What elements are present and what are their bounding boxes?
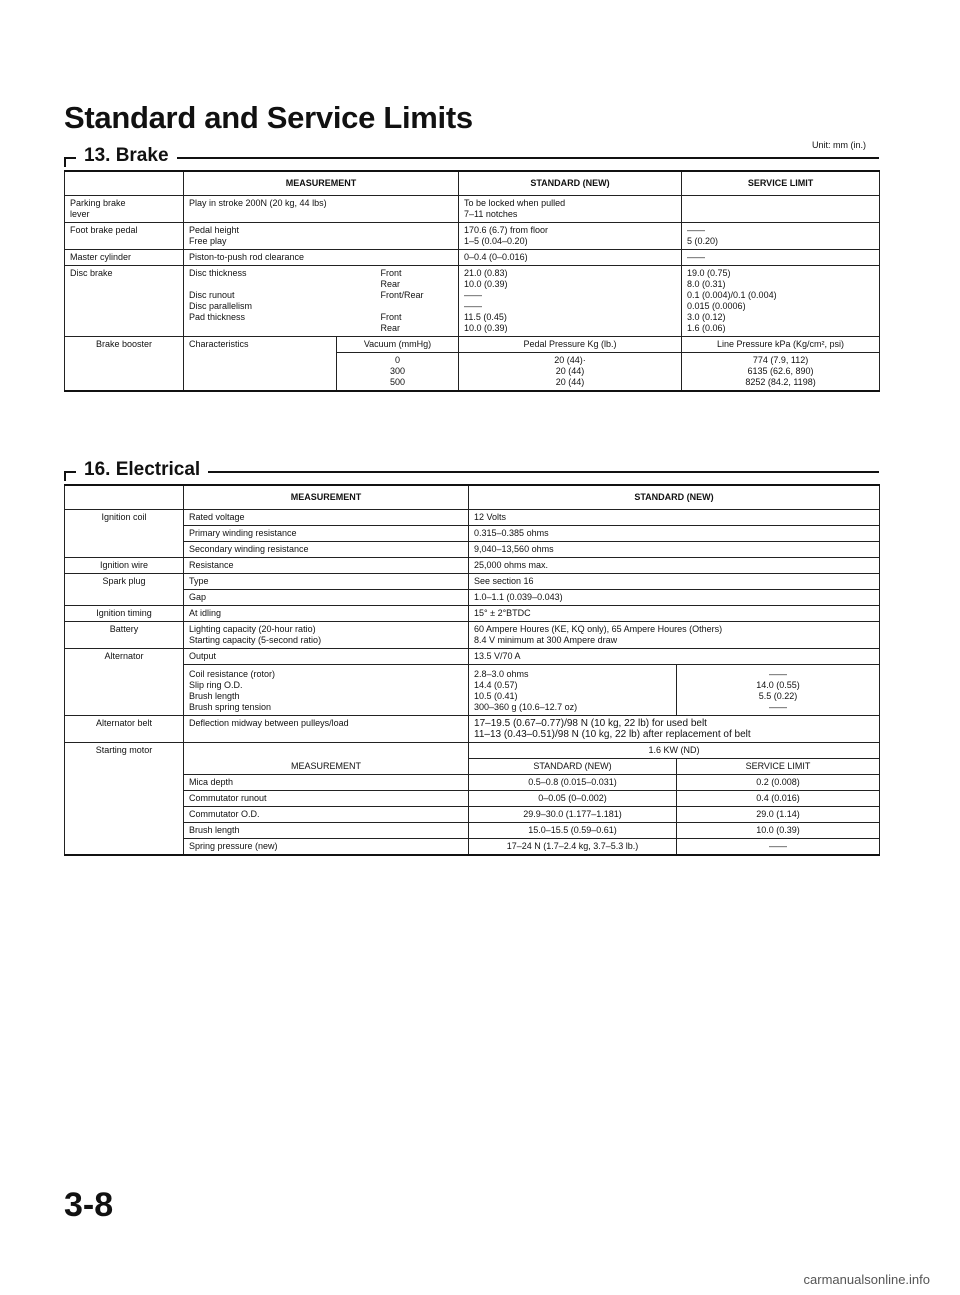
- starter-commutator-runout: Commutator runout: [184, 791, 469, 807]
- master-cylinder-label: Master cylinder: [65, 250, 184, 266]
- electrical-header-row: [65, 485, 880, 510]
- booster-pedal-values: 20 (44)· 20 (44) 20 (44): [459, 353, 682, 392]
- disc-brake-measurement: Disc thickness Disc runout Disc parallelism Pad thickness: [184, 266, 337, 337]
- brake-booster-label: Brake booster: [65, 337, 184, 392]
- parking-brake-limit: [682, 196, 880, 223]
- booster-pedal-header: Pedal Pressure Kg (lb.): [459, 337, 682, 353]
- table-row: [65, 775, 880, 791]
- alternator-belt-label: Alternator belt: [65, 716, 184, 743]
- table-row: [65, 743, 880, 759]
- brake-booster-characteristics: Characteristics: [184, 337, 337, 392]
- spark-plug-type-std: See section 16: [469, 574, 880, 590]
- ignition-timing-label: Ignition timing: [65, 606, 184, 622]
- master-cylinder-limit: ——: [682, 250, 880, 266]
- electrical-col-standard: STANDARD (NEW): [469, 485, 880, 510]
- parking-brake-label: Parking brake lever: [65, 196, 184, 223]
- brake-table: [64, 170, 880, 392]
- parking-brake-measurement: Play in stroke 200N (20 kg, 44 lbs): [184, 196, 459, 223]
- foot-brake-label: Foot brake pedal: [65, 223, 184, 250]
- starter-commutator-od-std: 29.9–30.0 (1.177–1.181): [469, 807, 677, 823]
- table-row: [65, 807, 880, 823]
- watermark: carmanualsonline.info: [803, 1272, 930, 1287]
- table-row: [65, 622, 880, 649]
- ignition-wire-measurement: Resistance: [184, 558, 469, 574]
- spark-plug-gap-std: 1.0–1.1 (0.039–0.043): [469, 590, 880, 606]
- ignition-timing-std: 15° ± 2°BTDC: [469, 606, 880, 622]
- alternator-output-std: 13.5 V/70 A: [469, 649, 880, 665]
- alternator-belt-std: 17–19.5 (0.67–0.77)/98 N (10 kg, 22 lb) for used belt 11–13 (0.43–0.51)/98 N (10 kg, 22 lb) after replacement of belt: [469, 716, 880, 743]
- table-row: [65, 791, 880, 807]
- table-row: [65, 510, 880, 526]
- brake-heading: 13. Brake: [76, 145, 177, 167]
- ignition-coil-label: Ignition coil: [65, 510, 184, 558]
- master-cylinder-standard: 0–0.4 (0–0.016): [459, 250, 682, 266]
- page-title: Standard and Service Limits: [64, 100, 473, 135]
- table-row: [65, 558, 880, 574]
- battery-measurement: Lighting capacity (20-hour ratio) Starting capacity (5-second ratio): [184, 622, 469, 649]
- starter-spring-pressure-std: 17–24 N (1.7–2.4 kg, 3.7–5.3 lb.): [469, 839, 677, 856]
- alternator-std: 2.8–3.0 ohms 14.4 (0.57) 10.5 (0.41) 300–360 g (10.6–12.7 oz): [469, 665, 677, 716]
- table-row: [65, 716, 880, 743]
- table-row: [65, 196, 880, 223]
- starter-spring-pressure-limit: ——: [677, 839, 880, 856]
- disc-brake-position: Front Rear Front/Rear Front Rear: [337, 266, 459, 337]
- battery-std: 60 Ampere Houres (KE, KQ only), 65 Ampere Houres (Others) 8.4 V minimum at 300 Ampere draw: [469, 622, 880, 649]
- page-number: 3-8: [64, 1186, 114, 1224]
- booster-vacuum-values: 0 300 500: [337, 353, 459, 392]
- primary-winding-measurement: Primary winding resistance: [184, 526, 469, 542]
- starter-commutator-runout-std: 0–0.05 (0–0.002): [469, 791, 677, 807]
- table-row: [65, 649, 880, 665]
- ignition-wire-label: Ignition wire: [65, 558, 184, 574]
- table-row: [65, 606, 880, 622]
- foot-brake-limit: —— 5 (0.20): [682, 223, 880, 250]
- brake-col-service-limit: SERVICE LIMIT: [682, 171, 880, 196]
- table-row: [65, 665, 880, 716]
- starter-commutator-runout-limit: 0.4 (0.016): [677, 791, 880, 807]
- alternator-belt-measurement: Deflection midway between pulleys/load: [184, 716, 469, 743]
- table-row: [65, 266, 880, 337]
- secondary-winding-std: 9,040–13,560 ohms: [469, 542, 880, 558]
- table-row: [65, 250, 880, 266]
- table-row: [65, 823, 880, 839]
- starter-header-limit: SERVICE LIMIT: [677, 759, 880, 775]
- table-row: [65, 542, 880, 558]
- starter-brush-length-std: 15.0–15.5 (0.59–0.61): [469, 823, 677, 839]
- alternator-label: Alternator: [65, 649, 184, 716]
- brake-col-measurement: MEASUREMENT: [184, 171, 459, 196]
- spark-plug-gap: Gap: [184, 590, 469, 606]
- unit-label: Unit: mm (in.): [812, 140, 866, 150]
- spark-plug-label: Spark plug: [65, 574, 184, 606]
- alternator-limit: —— 14.0 (0.55) 5.5 (0.22) ——: [677, 665, 880, 716]
- brake-col-standard: STANDARD (NEW): [459, 171, 682, 196]
- starter-header-measurement: MEASUREMENT: [184, 743, 469, 775]
- booster-line-values: 774 (7.9, 112) 6135 (62.6, 890) 8252 (84.2, 1198): [682, 353, 880, 392]
- primary-winding-std: 0.315–0.385 ohms: [469, 526, 880, 542]
- spark-plug-type: Type: [184, 574, 469, 590]
- parking-brake-standard: To be locked when pulled 7–11 notches: [459, 196, 682, 223]
- alternator-measurement: Coil resistance (rotor) Slip ring O.D. Brush length Brush spring tension: [184, 665, 469, 716]
- table-row: [65, 526, 880, 542]
- table-row: [65, 223, 880, 250]
- ignition-wire-std: 25,000 ohms max.: [469, 558, 880, 574]
- ignition-coil-rated-voltage-std: 12 Volts: [469, 510, 880, 526]
- electrical-heading: 16. Electrical: [76, 459, 208, 481]
- starter-commutator-od: Commutator O.D.: [184, 807, 469, 823]
- master-cylinder-measurement: Piston-to-push rod clearance: [184, 250, 459, 266]
- booster-vacuum-header: Vacuum (mmHg): [337, 337, 459, 353]
- brake-header-row: [65, 171, 880, 196]
- brake-header-rule: [64, 157, 879, 159]
- starter-brush-length: Brush length: [184, 823, 469, 839]
- starter-mica-depth-limit: 0.2 (0.008): [677, 775, 880, 791]
- starter-header-standard: STANDARD (NEW): [469, 759, 677, 775]
- electrical-header-tick: [64, 471, 66, 481]
- disc-brake-standard: 21.0 (0.83) 10.0 (0.39) —— —— 11.5 (0.45) 10.0 (0.39): [459, 266, 682, 337]
- disc-brake-label: Disc brake: [65, 266, 184, 337]
- brake-header-blank: [65, 171, 184, 196]
- alternator-output: Output: [184, 649, 469, 665]
- booster-line-header: Line Pressure kPa (Kg/cm², psi): [682, 337, 880, 353]
- electrical-header-blank: [65, 485, 184, 510]
- battery-label: Battery: [65, 622, 184, 649]
- secondary-winding-measurement: Secondary winding resistance: [184, 542, 469, 558]
- table-row: [65, 574, 880, 590]
- disc-brake-limit: 19.0 (0.75) 8.0 (0.31) 0.1 (0.004)/0.1 (0.004) 0.015 (0.0006) 3.0 (0.12) 1.6 (0.06): [682, 266, 880, 337]
- brake-header-tick: [64, 157, 66, 167]
- starter-mica-depth-std: 0.5–0.8 (0.015–0.031): [469, 775, 677, 791]
- electrical-table: [64, 484, 880, 856]
- table-row: [65, 337, 880, 353]
- electrical-col-measurement: MEASUREMENT: [184, 485, 469, 510]
- foot-brake-standard: 170.6 (6.7) from floor 1–5 (0.04–0.20): [459, 223, 682, 250]
- starter-spring-pressure: Spring pressure (new): [184, 839, 469, 856]
- starter-mica-depth: Mica depth: [184, 775, 469, 791]
- starter-commutator-od-limit: 29.0 (1.14): [677, 807, 880, 823]
- table-row: [65, 590, 880, 606]
- ignition-timing-measurement: At idling: [184, 606, 469, 622]
- starter-spec: 1.6 KW (ND): [469, 743, 880, 759]
- starter-brush-length-limit: 10.0 (0.39): [677, 823, 880, 839]
- foot-brake-measurement: Pedal height Free play: [184, 223, 459, 250]
- ignition-coil-rated-voltage: Rated voltage: [184, 510, 469, 526]
- starting-motor-label: Starting motor: [65, 743, 184, 856]
- table-row: [65, 839, 880, 856]
